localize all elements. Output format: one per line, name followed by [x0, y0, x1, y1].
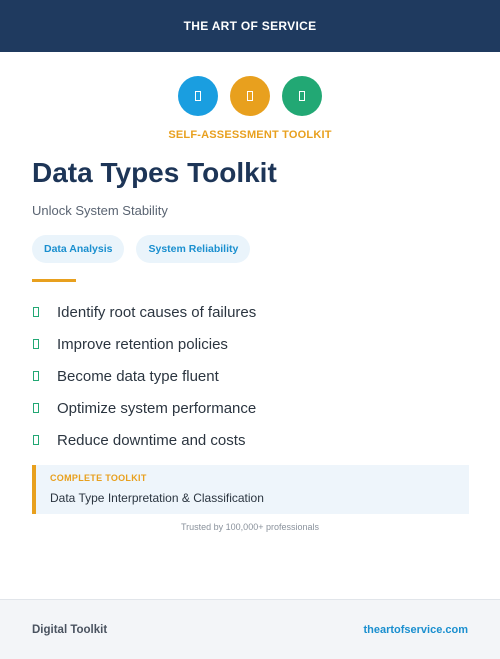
- feature-text: Become data type fluent: [57, 367, 219, 385]
- check-icon: [33, 403, 39, 413]
- eyebrow-label: SELF-ASSESSMENT TOOLKIT: [168, 129, 332, 141]
- check-icon: [33, 339, 39, 349]
- toolkit-callout: [32, 465, 469, 514]
- green-badge-icon: [282, 76, 322, 116]
- feature-text: Reduce downtime and costs: [57, 431, 246, 449]
- brand-name: THE ART OF SERVICE: [183, 19, 317, 33]
- feature-item: [32, 328, 256, 360]
- feature-item: [32, 392, 256, 424]
- check-icon: [33, 307, 39, 317]
- feature-item: [32, 296, 256, 328]
- check-icon: [33, 435, 39, 445]
- orange-badge-icon: [230, 76, 270, 116]
- icon-row: [0, 76, 500, 116]
- tag-system-reliability: System Reliability: [136, 235, 250, 263]
- tag-data-analysis: Data Analysis: [32, 235, 124, 263]
- feature-text: Improve retention policies: [57, 335, 228, 353]
- feature-list: [32, 296, 256, 456]
- page-title: Data Types Toolkit: [32, 157, 277, 188]
- feature-text: Optimize system performance: [57, 399, 257, 417]
- page-subtitle: Unlock System Stability: [32, 203, 168, 218]
- footer-label: Digital Toolkit: [32, 623, 108, 636]
- callout-label: COMPLETE TOOLKIT: [50, 473, 147, 483]
- tag-list: [32, 235, 250, 263]
- check-icon: [33, 371, 39, 381]
- top-banner: [0, 0, 500, 52]
- feature-item: [32, 424, 256, 456]
- blue-badge-icon: [178, 76, 218, 116]
- footer-website-link[interactable]: theartofservice.com: [363, 623, 468, 636]
- feature-item: [32, 360, 256, 392]
- trust-note: Trusted by 100,000+ professionals: [180, 522, 319, 532]
- footer: [0, 599, 500, 659]
- callout-value: Data Type Interpretation & Classification: [50, 491, 264, 505]
- accent-divider: [32, 279, 76, 282]
- feature-text: Identify root causes of failures: [57, 303, 257, 321]
